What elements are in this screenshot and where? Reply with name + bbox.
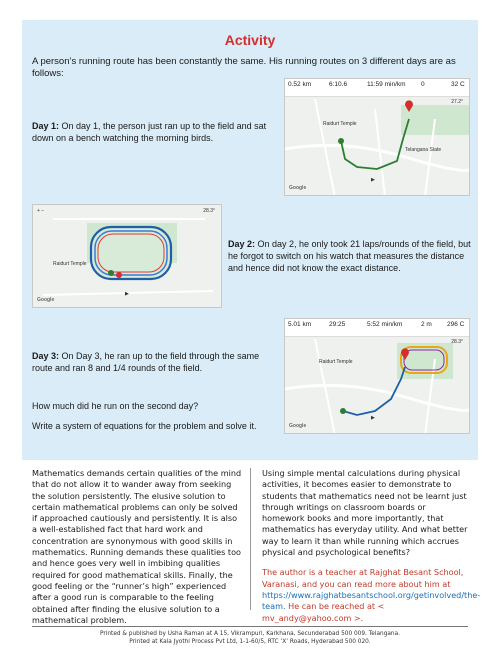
map3-pace: 5:52 min/km — [367, 321, 403, 328]
day3-body: On Day 3, he ran up to the field through the same route and ran 8 and 1/4 rounds of the field. — [32, 351, 260, 373]
map2-zoom-controls[interactable]: + − — [37, 208, 45, 214]
day2-body: On day 2, he only took 21 laps/rounds of the field, but he forgot to switch on his watch that measures the distance and hence did not know the exact distance. — [228, 239, 471, 273]
map3-distance: 5.01 km — [288, 321, 312, 328]
author-line1: The author is a teacher at Rajghat Besant School, Varanasi, and you can read more about him at — [262, 567, 464, 589]
map1-label-state: Telangana State — [405, 147, 442, 153]
map3-temp-control: 28.3° — [451, 339, 463, 345]
map1-elevation: 0 — [421, 81, 425, 88]
column-divider — [250, 468, 251, 610]
article-right-column — [262, 468, 481, 624]
day1-body: On day 1, the person just ran up to the field and sat down on a bench watching the morning birds. — [32, 121, 267, 143]
footer-line1: Printed & published by Usha Raman at A 15, Vikrampuri, Karkhana, Secunderabad 500 009. Telangana. — [100, 631, 400, 637]
map2-label-temple: Raidurt Temple — [53, 261, 87, 267]
activity-box — [22, 20, 478, 460]
day2-text — [228, 238, 472, 274]
map3-elevation: 2 m — [421, 321, 432, 328]
map3-label-temple: Raidurt Temple — [319, 359, 353, 365]
author-line2: He can be reached at < mv_andy@yahoo.com >. — [262, 601, 385, 623]
map1-drawing — [285, 79, 470, 196]
day2-label: Day 2: — [228, 239, 256, 249]
map1-distance: 0.52 km — [288, 81, 312, 88]
map-day3 — [284, 318, 470, 434]
map1-google-logo: Google — [289, 185, 307, 191]
author-url-link[interactable]: https://www.rajghatbesantschool.org/getinvolved/the-team. — [262, 589, 481, 612]
map3-drawing — [285, 319, 470, 434]
map3-time: 29:25 — [329, 321, 346, 328]
question-2: Write a system of equations for the problem and solve it. — [32, 421, 257, 431]
map1-time: 6:10.6 — [329, 81, 348, 88]
article-right-paragraph: Using simple mental calculations during physical activities, it becomes easier to demonstrate to students that mathematics need not be learnt just through writings on classroom boards or homework books and more importantly, that mathematics has everyday utility. And what better way to learn it than while running which accrues physical and psychological benefits? — [262, 468, 468, 558]
day3-text — [32, 350, 280, 374]
activity-title: Activity — [224, 32, 276, 48]
footer-line2: Printed at Kala Jyothi Process Pvt Ltd, 1-1-60/5, RTC ‘X’ Roads, Hyderabad 500 020. — [129, 639, 371, 645]
map2-play-icon[interactable]: ▶ — [125, 291, 129, 297]
map1-label-temple: Raidurt Temple — [323, 121, 357, 127]
map-day2 — [32, 204, 222, 308]
activity-intro: A person’s running route has been constantly the same. His running routes on 3 different days are as follows: — [32, 56, 456, 79]
question-1: How much did he run on the second day? — [32, 401, 199, 411]
map3-play-icon[interactable]: ▶ — [371, 415, 375, 421]
author-note — [262, 567, 481, 623]
map2-temp-control: 28.3° — [203, 208, 215, 214]
day1-label: Day 1: — [32, 121, 60, 131]
map2-google-logo: Google — [37, 297, 55, 303]
map1-pace: 11:59 min/km — [367, 81, 406, 88]
day1-text — [32, 120, 280, 144]
map1-temp-stat: 32 C — [451, 81, 465, 88]
map3-temp-stat: 296 C — [447, 321, 465, 328]
article-left-column: Mathematics demands certain qualities of the mind that do not allow it to wander away from seeking the solution persistently. The elusive solution to certain mathematical problems can only be solved if approached cautiously and persistently. It is also a well-established fact that hard work and concentration are synonymous with good skills in mathematics. Running demands these qualities too and hence goes very well in imbibing qualities required for good mathematical skills. Finally, the good feeling or the “runner’s high” experienced after a good run is comparable to the feeling obtained after finding the elusive solution to a mathematical problem. — [32, 468, 242, 625]
footer-rule — [32, 626, 468, 627]
map1-temp-control: 27.2° — [451, 99, 463, 105]
imprint-footer — [0, 630, 500, 646]
day3-label: Day 3: — [32, 351, 60, 361]
map-day1 — [284, 78, 470, 196]
map1-play-icon[interactable]: ▶ — [371, 177, 375, 183]
map3-google-logo: Google — [289, 423, 307, 429]
